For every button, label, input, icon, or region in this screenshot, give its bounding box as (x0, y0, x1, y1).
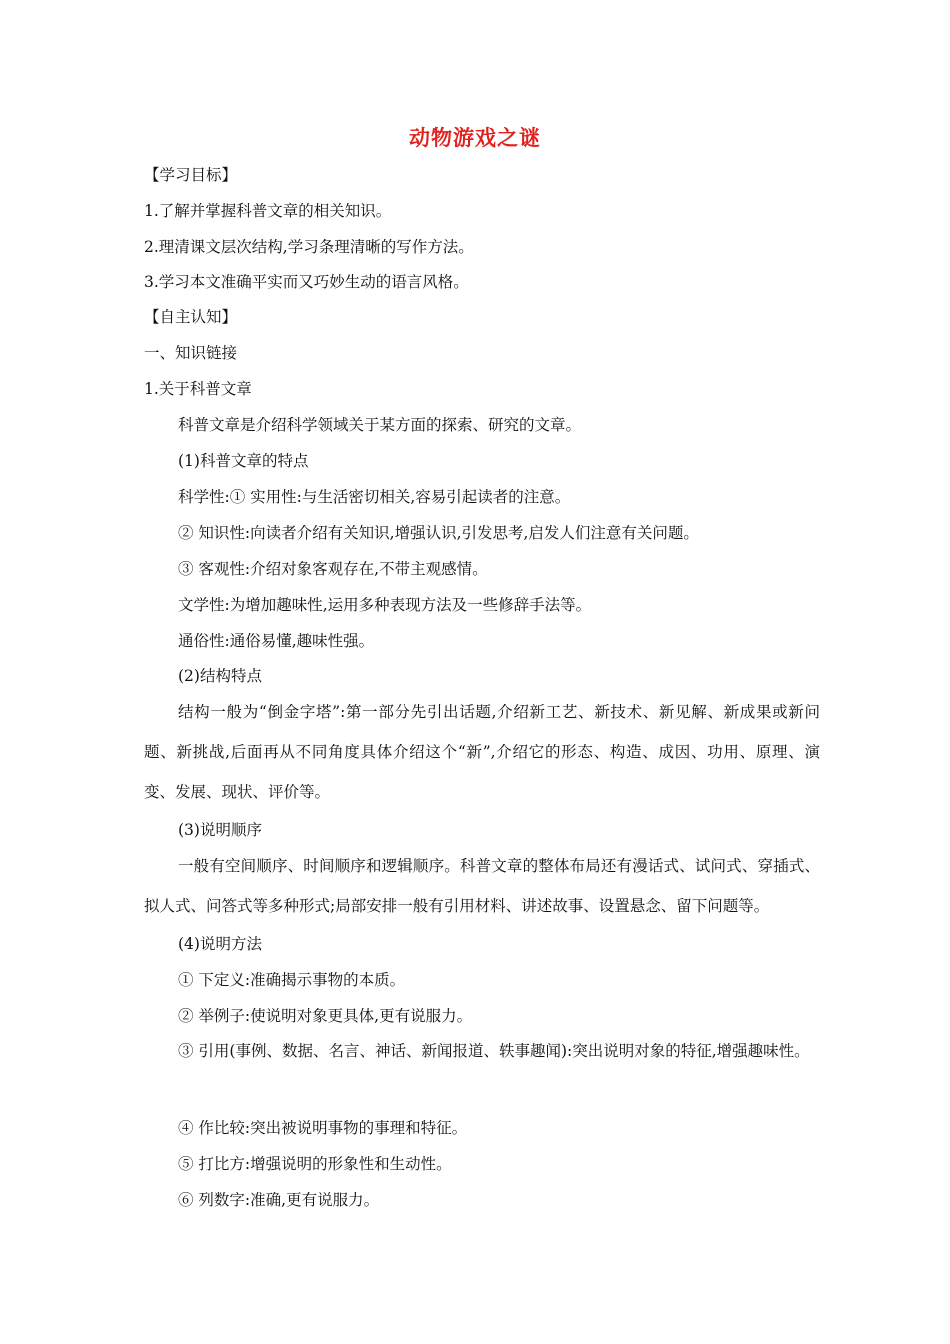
goal-item-1: 1.了解并掌握科普文章的相关知识。 (144, 202, 392, 220)
section-heading-goals: 【学习目标】 (144, 166, 238, 184)
intro-text: 科普文章是介绍科学领域关于某方面的探索、研究的文章。 (178, 416, 582, 434)
feature-line-1: 科学性:① 实用性:与生活密切相关,容易引起读者的注意。 (178, 488, 571, 506)
feature-line-2: ② 知识性:向读者介绍有关知识,增强认识,引发思考,启发人们注意有关问题。 (178, 524, 699, 542)
method-line-5: ⑤ 打比方:增强说明的形象性和生动性。 (178, 1155, 452, 1173)
section-heading-self: 【自主认知】 (144, 308, 238, 326)
feature-line-4: 文学性:为增加趣味性,运用多种表现方法及一些修辞手法等。 (178, 596, 592, 614)
subheading-order: (3)说明顺序 (178, 821, 262, 839)
method-line-4: ④ 作比较:突出被说明事物的事理和特征。 (178, 1119, 468, 1137)
feature-line-5: 通俗性:通俗易懂,趣味性强。 (178, 632, 375, 650)
goal-item-3: 3.学习本文准确平实而又巧妙生动的语言风格。 (144, 273, 469, 291)
method-paragraph-3 (144, 1031, 820, 1071)
method-line-6: ⑥ 列数字:准确,更有说服力。 (178, 1191, 380, 1209)
subheading-features: (1)科普文章的特点 (178, 452, 309, 470)
part-heading-knowledge: 一、知识链接 (144, 344, 238, 362)
feature-line-3: ③ 客观性:介绍对象客观存在,不带主观感情。 (178, 560, 488, 578)
order-text: 一般有空间顺序、时间顺序和逻辑顺序。科普文章的整体布局还有漫话式、试问式、穿插式、拟人式、问答式等多种形式;局部安排一般有引用材料、讲述故事、设置悬念、留下问题等。 (144, 857, 820, 915)
subheading-structure: (2)结构特点 (178, 667, 262, 685)
goal-item-2: 2.理清课文层次结构,学习条理清晰的写作方法。 (144, 238, 474, 256)
structure-text: 结构一般为“倒金字塔”:第一部分先引出话题,介绍新工艺、新技术、新见解、新成果或新问题、新挑战,后面再从不同角度具体介绍这个“新”,介绍它的形态、构造、成因、功用、原理、演变、发展、现状、评价等。 (144, 703, 820, 801)
method-line-1: ① 下定义:准确揭示事物的本质。 (178, 971, 406, 989)
item-heading-popsci: 1.关于科普文章 (144, 380, 252, 398)
document-title: 动物游戏之谜 (409, 125, 541, 150)
subheading-methods: (4)说明方法 (178, 935, 262, 953)
method-line-3: ③ 引用(事例、数据、名言、神话、新闻报道、轶事趣闻):突出说明对象的特征,增强趣味性。 (178, 1042, 810, 1060)
method-line-2: ② 举例子:使说明对象更具体,更有说服力。 (178, 1007, 473, 1025)
order-paragraph (144, 846, 820, 926)
structure-paragraph (144, 692, 820, 812)
